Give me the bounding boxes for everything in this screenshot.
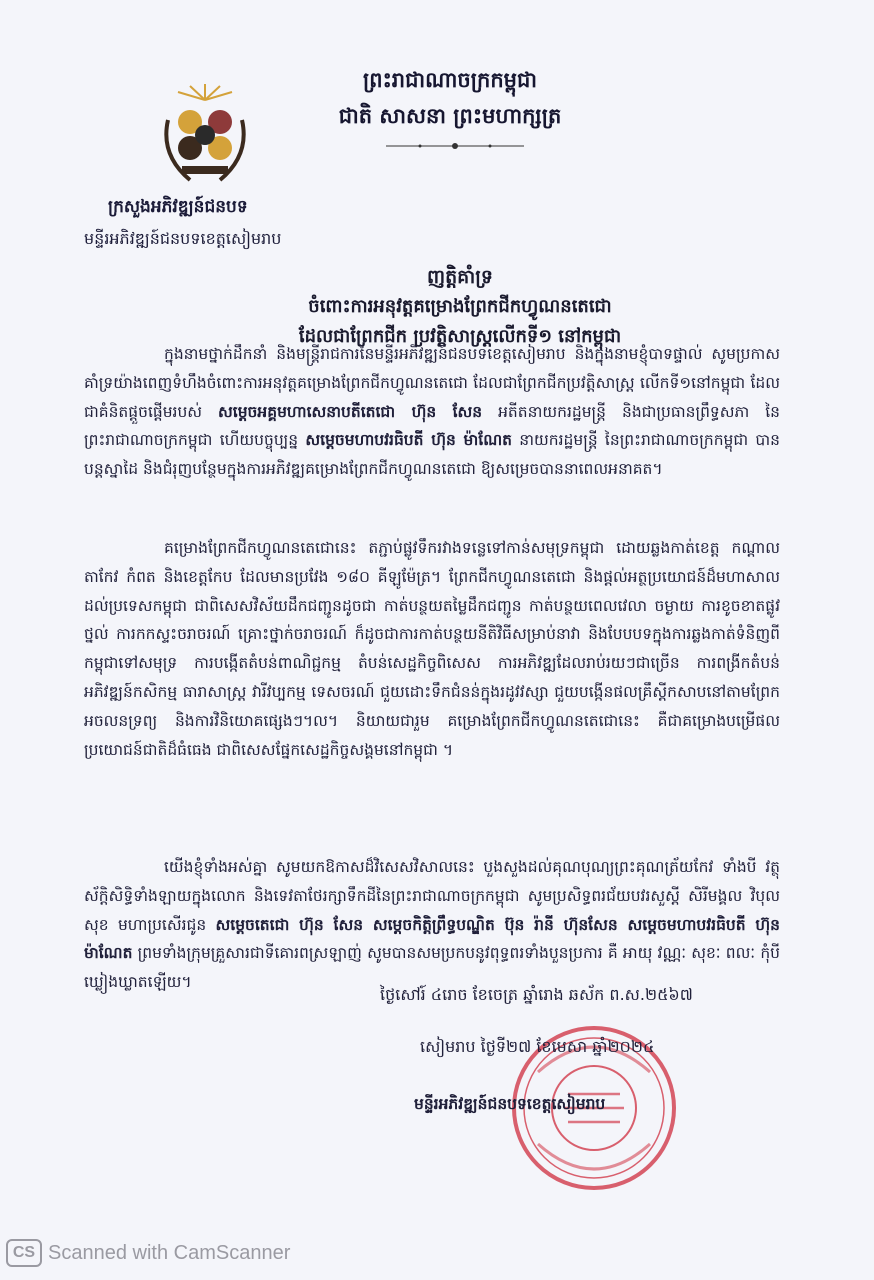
- date-solar: សៀមរាប ថ្ងៃទី២៧ ខែមេសា ឆ្នាំ២០២៤: [420, 1037, 655, 1056]
- p1-text-e: នាយករដ្ឋមន្ត្រី នៃព្រះរាជាណាចក្រកម្ពុជា បានបន្តស្នាដៃ និងជំរុញបន្ថែមក្នុងការអភិវឌ្ឍគម្រោងព្រែកជីកហ្វូណនតេជោ ឱ្យសម្រេចបាននាពេលអនាគត។: [84, 431, 780, 479]
- kingdom-line-1: ព្រះរាជាណាចក្រកម្ពុជា: [362, 68, 537, 92]
- date-lunar: ថ្ងៃសៅរ៍ ៤រោច ខែចេត្រ ឆ្នាំរោង ឆស័ក ព.ស.២៥៦៧: [380, 985, 693, 1004]
- paragraph-1: [84, 340, 780, 484]
- p3-names: សម្តេចតេជោ ហ៊ុន សែន សម្តេចកិត្តិព្រឹទ្ធបណ្ឌិត ប៊ុន រ៉ានី ហ៊ុនសែន សម្តេចមហាបវរធិបតី ហ៊ុន ម៉ាណែត: [84, 915, 780, 963]
- camscanner-watermark: [0, 1236, 290, 1270]
- department-name: មន្ទីរអភិវឌ្ឍន៍ជនបទខេត្តសៀមរាប: [84, 229, 282, 248]
- petition-title: [200, 262, 720, 352]
- ornament-divider: [380, 140, 530, 152]
- kingdom-header: [330, 62, 570, 134]
- ministry-name: ក្រសួងអភិវឌ្ឍន៍ជនបទ: [108, 197, 248, 217]
- p3-text-c: ព្រមទាំងក្រុមគ្រួសារជាទីគោរពស្រឡាញ់ សូមបានសមប្រកបនូវពុទ្ធពរទាំងបួនប្រការ គឺ អាយុ វណ្ណៈ សុខៈ ពលៈ កុំបីឃ្លៀងឃ្លាតឡើយ។: [84, 944, 780, 992]
- title-line-3: ដែលជាព្រែកជីក ប្រវត្តិសាស្ត្រលើកទី១ នៅកម្ពុជា: [298, 326, 622, 347]
- p3-text-a: យើងខ្ញុំទាំងអស់គ្នា សូមយកឱកាសដ៏វិសេសវិសាលនេះ បួងសួងដល់គុណបុណ្យព្រះគុណត្រ័យកែវ ទាំងបី វត្ថុស័ក្តិសិទ្ធិទាំងឡាយក្នុងលោក និងទេវតាថែរក្សាទឹកដីនៃព្រះរាជាណាចក្រកម្ពុជា សូមប្រសិទ្ធពរជ័យបវរសួស្តី សិរីមង្គល វិបុលសុខ មហាប្រសើរជូន: [84, 858, 780, 934]
- signer-department: មន្ទីរអភិវឌ្ឍន៍ជនបទខេត្តសៀមរាប: [414, 1095, 606, 1113]
- p1-name-hun-manet: សម្តេចមហាបវរធិបតី ហ៊ុន ម៉ាណែត: [305, 431, 512, 450]
- title-line-2: ចំពោះការអនុវត្តគម្រោងព្រែកជីកហ្វូណនតេជោ: [308, 296, 612, 317]
- paragraph-2: [84, 534, 780, 764]
- p1-text-c: អតីតនាយករដ្ឋមន្ត្រី និងជាប្រធានព្រឹទ្ធសភា នៃព្រះរាជាណាចក្រកម្ពុជា ហើយបច្ចុប្បន្ន: [84, 402, 780, 450]
- p1-name-hun-sen: សម្តេចអគ្គមហាសេនាបតីតេជោ ហ៊ុន សែន: [218, 402, 483, 421]
- p1-text-a: ក្នុងនាមថ្នាក់ដឹកនាំ និងមន្ត្រីរាជការនៃមន្ទីរអភិវឌ្ឍន៍ជនបទខេត្តសៀមរាប និងក្នុងនាមខ្ញុំបាទផ្ទាល់ សូមប្រកាសគាំទ្រយ៉ាងពេញទំហឹងចំពោះការអនុវត្តគម្រោងព្រែកជីកហ្វូណនតេជោ ដែលជាព្រែកជីកប្រវត្តិសាស្ត្រ លើកទី១នៅកម្ពុជា ដែលជាគំនិតផ្តួចផ្តើមរបស់: [84, 345, 780, 421]
- kingdom-line-2: ជាតិ សាសនា ព្រះមហាក្សត្រ: [338, 104, 562, 128]
- p2-text: គម្រោងព្រែកជីកហ្វូណនតេជោនេះ តភ្ជាប់ផ្លូវទឹករវាងទន្លេទៅកាន់សមុទ្រកម្ពុជា ដោយឆ្លងកាត់ខេត្ត កណ្តាល តាកែវ កំពត និងខេត្តកែប ដែលមានប្រវែង ១៨០ គីឡូម៉ែត្រ។ ព្រែកជីកហ្វូណនតេជោ និងផ្តល់អត្ថប្រយោជន៍ដ៏មហាសាលដល់ប្រទេសកម្ពុជា ជាពិសេសវិស័យដឹកជញ្ជូនដូចជា កាត់បន្ថយតម្លៃដឹកជញ្ជូន កាត់បន្ថយពេលវេលា ចម្ងាយ ការខូចខាតផ្លូវថ្នល់ ការកកស្ទះចរាចរណ៍ គ្រោះថ្នាក់ចរាចរណ៍ ក៏ដូចជាការកាត់បន្ថយនីតិវិធីសម្រាប់នាវា និងបែបបទក្នុងការឆ្លងកាត់ទំនិញពីកម្ពុជាទៅសមុទ្រ ការបង្កើតតំបន់ពាណិជ្ជកម្ម តំបន់សេដ្ឋកិច្ចពិសេស ការអភិវឌ្ឍដែលរាប់រយៗជាច្រើន ការពង្រីកតំបន់អភិវឌ្ឍន៍កសិកម្ម ធារាសាស្ត្រ វារីវប្បកម្ម ទេសចរណ៍ ជួយដោះទឹកជំនន់ក្នុងរដូវវស្សា ជួយបង្កើនផលគ្រឹស្តីកសាបនៅតាមព្រែក អចលនទ្រព្យ និងការវិនិយោគផ្សេងៗ។ល។ និយាយជារួម គម្រោងព្រែកជីកហ្វូណនតេជោនេះ គឺជាគម្រោងបម្រើផលប្រយោជន៍ជាតិដ៏ធំធេង ជាពិសេសផ្នែកសេដ្ឋកិច្ចសង្គមនៅកម្ពុជា ។: [84, 539, 780, 759]
- camscanner-text: Scanned with CamScanner: [48, 1241, 291, 1264]
- camscanner-icon: CS: [6, 1239, 42, 1267]
- paragraph-3: [84, 853, 780, 997]
- ministry-logo: [150, 80, 260, 190]
- title-line-1: ញត្តិគាំទ្រ: [427, 266, 493, 288]
